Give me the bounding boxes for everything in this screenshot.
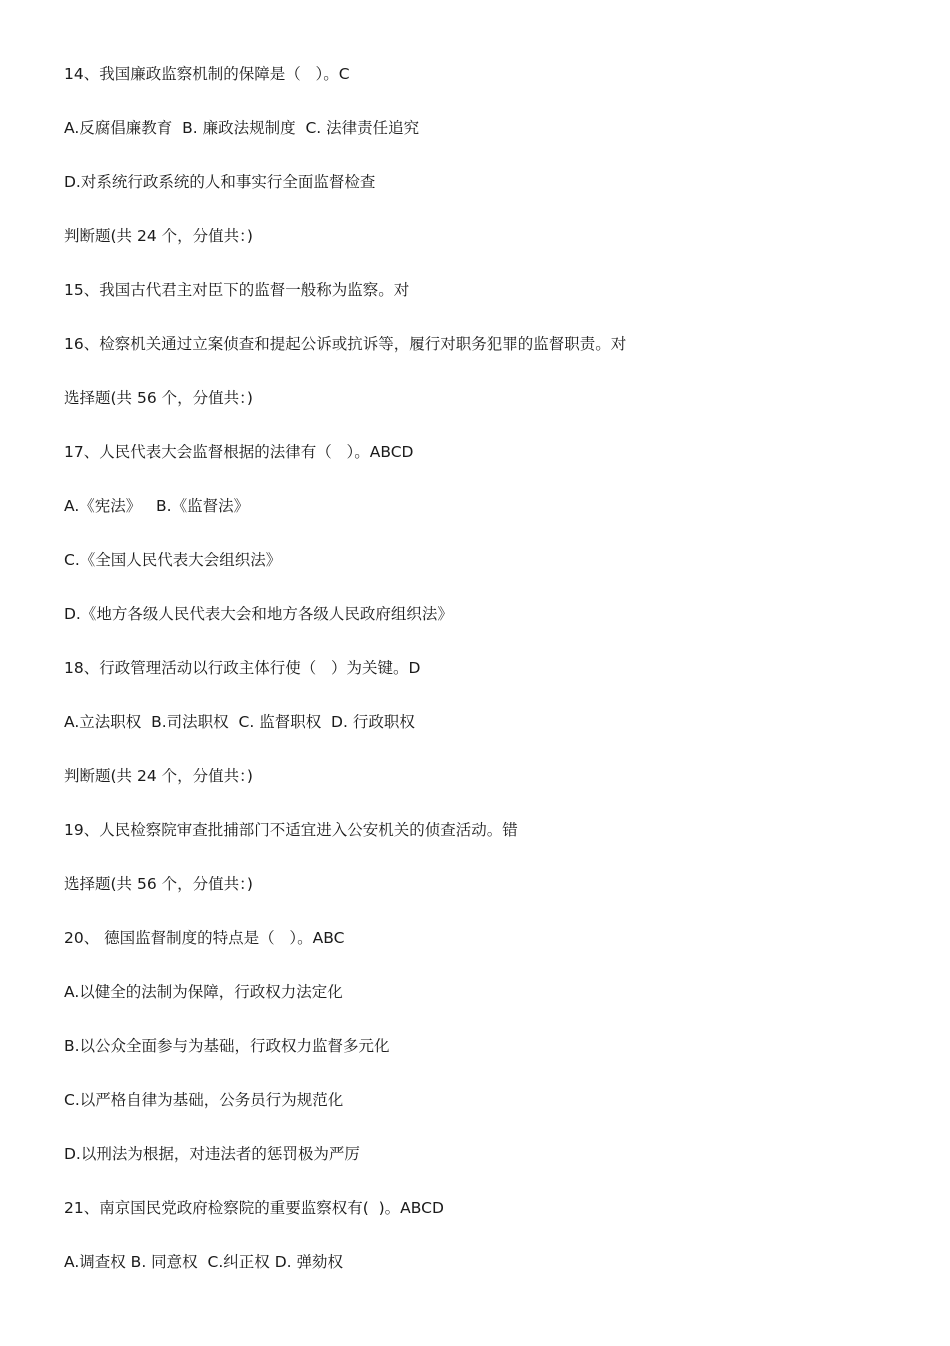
question-18: 18、行政管理活动以行政主体行使（ ）为关键。D — [64, 659, 421, 677]
question-20: 20、 德国监督制度的特点是（ ）。ABC — [64, 929, 345, 947]
question-17: 17、人民代表大会监督根据的法律有（ ）。ABCD — [64, 443, 414, 461]
question-21: 21、南京国民党政府检察院的重要监察权有( )。ABCD — [64, 1199, 444, 1217]
question-17-options-ab: A.《宪法》 B.《监督法》 — [64, 497, 250, 515]
question-14-options-abc: A.反腐倡廉教育 B. 廉政法规制度 C. 法律责任追究 — [64, 119, 420, 137]
question-21-options: A.调查权 B. 同意权 C.纠正权 D. 弹劾权 — [64, 1253, 343, 1271]
question-18-options: A.立法职权 B.司法职权 C. 监督职权 D. 行政职权 — [64, 713, 415, 731]
question-19: 19、人民检察院审查批捕部门不适宜进入公安机关的侦查活动。错 — [64, 821, 518, 839]
question-20-option-d: D.以刑法为根据，对违法者的惩罚极为严厉 — [64, 1145, 360, 1163]
question-15: 15、我国古代君主对臣下的监督一般称为监察。对 — [64, 281, 410, 299]
question-20-option-a: A.以健全的法制为保障，行政权力法定化 — [64, 983, 343, 1001]
question-20-option-c: C.以严格自律为基础，公务员行为规范化 — [64, 1091, 344, 1109]
section-heading-judgment: 判断题(共 24 个，分值共：) — [64, 767, 253, 785]
question-14: 14、我国廉政监察机制的保障是（ ）。C — [64, 65, 350, 83]
question-14-option-d: D.对系统行政系统的人和事实行全面监督检查 — [64, 173, 376, 191]
section-heading-judgment: 判断题(共 24 个，分值共：) — [64, 227, 253, 245]
question-20-option-b: B.以公众全面参与为基础，行政权力监督多元化 — [64, 1037, 390, 1055]
section-heading-choice: 选择题(共 56 个，分值共：) — [64, 875, 253, 893]
question-16: 16、检察机关通过立案侦查和提起公诉或抗诉等，履行对职务犯罪的监督职责。对 — [64, 335, 627, 353]
question-17-option-c: C.《全国人民代表大会组织法》 — [64, 551, 282, 569]
section-heading-choice: 选择题(共 56 个，分值共：) — [64, 389, 253, 407]
question-17-option-d: D.《地方各级人民代表大会和地方各级人民政府组织法》 — [64, 605, 453, 623]
